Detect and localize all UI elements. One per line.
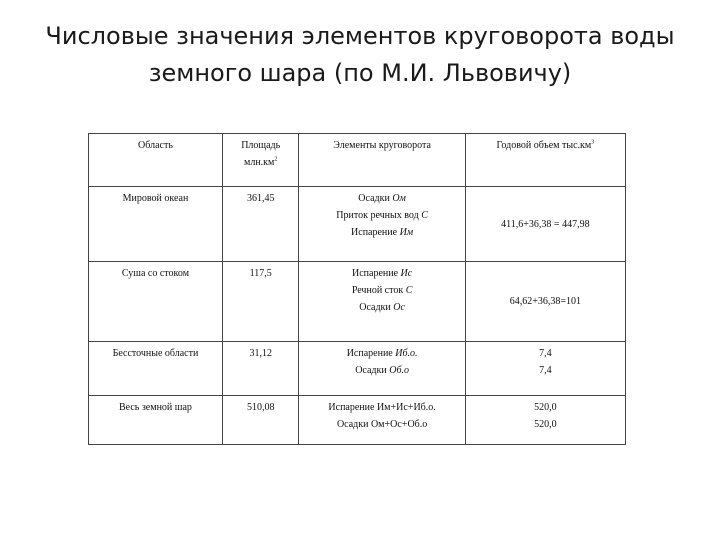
cell-volume: 520,0 520,0 xyxy=(465,396,625,445)
cell-area: 31,12 xyxy=(222,342,299,396)
cell-region: Мировой океан xyxy=(89,187,223,262)
header-region: Область xyxy=(89,134,223,187)
cell-volume: 411,6+36,38 = 447,98 xyxy=(465,187,625,262)
title-line-1: Числовые значения элементов круговорота воды xyxy=(45,22,675,50)
cell-region: Бессточные области xyxy=(89,342,223,396)
cell-area: 117,5 xyxy=(222,262,299,342)
table-row xyxy=(89,396,626,445)
cell-volume: 64,62+36,38=101 xyxy=(465,262,625,342)
cell-area: 510,08 xyxy=(222,396,299,445)
cell-region: Суша со стоком xyxy=(89,262,223,342)
cell-elements: Осадки Ом Приток речных вод С Испарение Им xyxy=(299,187,465,262)
table-row xyxy=(89,187,626,262)
cell-elements: Испарение Им+Ис+Иб.о. Осадки Ом+Ос+Об.о xyxy=(299,396,465,445)
header-elements: Элементы круговорота xyxy=(299,134,465,187)
cell-region: Весь земной шар xyxy=(89,396,223,445)
header-area: Площадь $млн.км^2$ xyxy=(222,134,299,187)
slide-title xyxy=(40,18,680,92)
table-row xyxy=(89,342,626,396)
water-cycle-table xyxy=(88,133,626,445)
title-line-2: земного шара (по М.И. Львовичу) xyxy=(148,59,572,87)
cell-elements: Испарение Ис Речной сток С Осадки Ос xyxy=(299,262,465,342)
cell-volume: 7,4 7,4 xyxy=(465,342,625,396)
table-header-row xyxy=(89,134,626,187)
header-volume: Годовой объем $тыс.км^3$ xyxy=(465,134,625,187)
cell-elements: Испарение Иб.о. Осадки Об.о xyxy=(299,342,465,396)
table-row xyxy=(89,262,626,342)
cell-area: 361,45 xyxy=(222,187,299,262)
